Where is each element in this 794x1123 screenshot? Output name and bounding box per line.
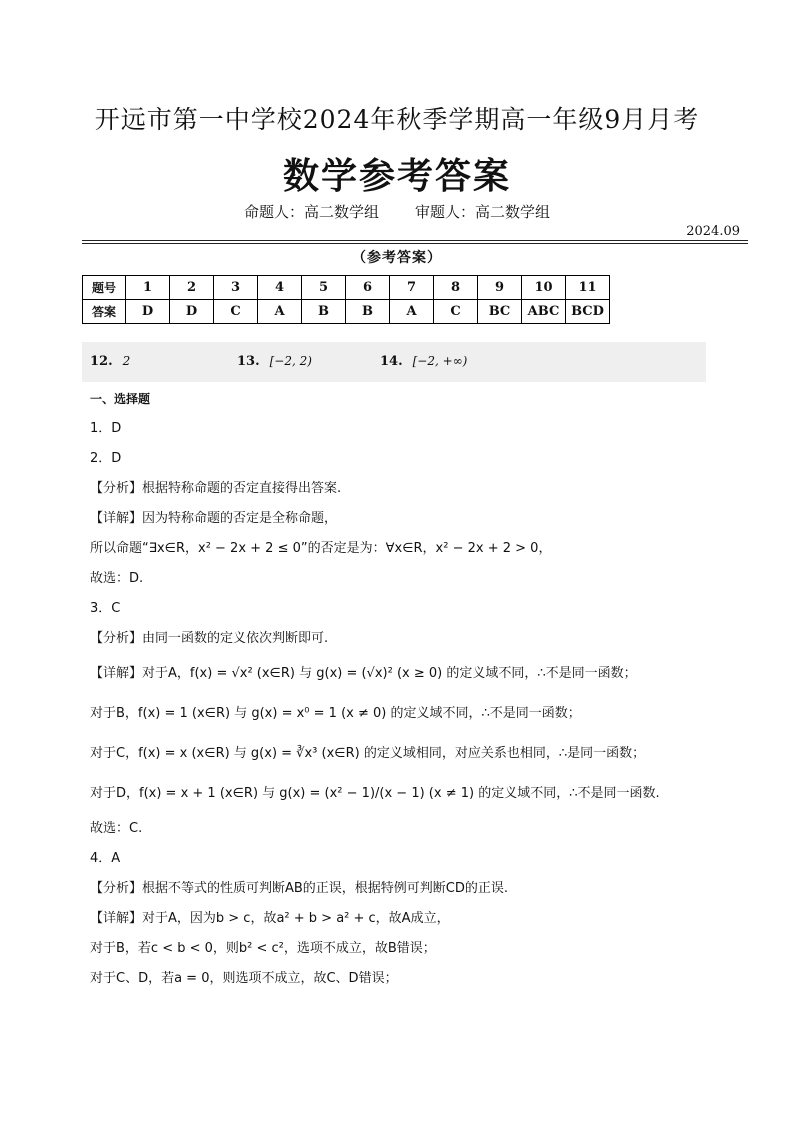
explanation-line: 【详解】对于A，f(x) = √x² (x∈R) 与 g(x) = (√x)² (x ≥ 0) 的定义域不同，∴不是同一函数； xyxy=(90,666,637,681)
answer-key-table xyxy=(82,275,610,324)
solution-body xyxy=(90,384,720,994)
analysis-line: 【分析】由同一函数的定义依次判断即可. xyxy=(90,631,329,646)
explanation-line: 对于B，f(x) = 1 (x∈R) 与 g(x) = x⁰ = 1 (x ≠ 0) 的定义域不同，∴不是同一函数； xyxy=(90,706,581,721)
table-cell: BC xyxy=(478,300,522,324)
table-cell: 10 xyxy=(522,276,566,300)
table-cell: B xyxy=(346,300,390,324)
answer-line: 3．C xyxy=(90,601,121,616)
explanation-line: 对于C，f(x) = x (x∈R) 与 g(x) = ∛x³ (x∈R) 的定义域相同，对应关系也相同，∴是同一函数； xyxy=(90,746,646,761)
table-cell: C xyxy=(434,300,478,324)
table-cell: 4 xyxy=(258,276,302,300)
header-divider-top xyxy=(82,240,748,241)
analysis-line: 【分析】根据特称命题的否定直接得出答案. xyxy=(90,481,342,496)
fill-in-item xyxy=(237,354,312,369)
answer-key-answer-row xyxy=(83,300,610,324)
table-cell: C xyxy=(214,300,258,324)
fill-in-answer: [−2, +∞) xyxy=(412,354,468,368)
explanation-line: 【详解】对于A，因为b > c，故a² + b > a² + c，故A成立， xyxy=(90,911,450,926)
answer-line: 1．D xyxy=(90,421,122,436)
explanation-line: 【详解】因为特称命题的否定是全称命题， xyxy=(90,511,338,526)
table-cell: 8 xyxy=(434,276,478,300)
conclusion-line: 故选：D. xyxy=(90,571,144,586)
table-cell: A xyxy=(390,300,434,324)
table-cell: 9 xyxy=(478,276,522,300)
table-cell: 6 xyxy=(346,276,390,300)
document-heading: 数学参考答案 xyxy=(282,156,511,197)
table-cell: 1 xyxy=(126,276,170,300)
table-cell: B xyxy=(302,300,346,324)
section-heading: 一、选择题 xyxy=(90,392,151,406)
explanation-line: 对于B，若c < b < 0，则b² < c²，选项不成立，故B错误； xyxy=(90,941,436,956)
fill-in-number: 13. xyxy=(237,354,260,369)
page-title: 开远市第一中学校2024年秋季学期高一年级9月月考 xyxy=(94,105,700,134)
table-cell: 5 xyxy=(302,276,346,300)
table-cell: D xyxy=(126,300,170,324)
fill-in-number: 14. xyxy=(380,354,403,369)
author-line xyxy=(0,201,794,222)
fill-in-number: 12. xyxy=(90,354,113,369)
table-cell: BCD xyxy=(566,300,610,324)
fill-in-item xyxy=(90,354,130,369)
table-cell: 2 xyxy=(170,276,214,300)
question-reviewer: 审题人：高二数学组 xyxy=(415,203,551,221)
explanation-line: 所以命题“∃x∈R，x² − 2x + 2 ≤ 0”的否定是为：∀x∈R，x² − 2x + 2 > 0， xyxy=(90,541,552,556)
exam-date: 2024.09 xyxy=(686,224,740,239)
table-cell-label: 答案 xyxy=(83,300,126,324)
table-cell: 7 xyxy=(390,276,434,300)
question-setter: 命题人：高二数学组 xyxy=(243,203,379,221)
table-cell-label: 题号 xyxy=(83,276,126,300)
table-cell: 3 xyxy=(214,276,258,300)
answer-line: 4．A xyxy=(90,851,121,866)
fill-in-answers xyxy=(82,342,706,382)
table-cell: ABC xyxy=(522,300,566,324)
explanation-line: 对于D，f(x) = x + 1 (x∈R) 与 g(x) = (x² − 1)/(x − 1) (x ≠ 1) 的定义域不同，∴不是同一函数. xyxy=(90,786,660,801)
analysis-line: 【分析】根据不等式的性质可判断AB的正误，根据特例可判断CD的正误. xyxy=(90,881,509,896)
table-cell: 11 xyxy=(566,276,610,300)
explanation-line: 对于C、D，若a = 0，则选项不成立，故C、D错误； xyxy=(90,971,398,986)
answer-key-number-row xyxy=(83,276,610,300)
conclusion-line: 故选：C. xyxy=(90,821,143,836)
answer-line: 2．D xyxy=(90,451,122,466)
header-divider-bottom xyxy=(82,243,748,244)
fill-in-answer: [−2, 2) xyxy=(269,354,312,368)
table-cell: D xyxy=(170,300,214,324)
answer-key-heading: （参考答案） xyxy=(352,250,442,266)
fill-in-answer: 2 xyxy=(122,354,131,368)
fill-in-item xyxy=(380,354,467,369)
table-cell: A xyxy=(258,300,302,324)
